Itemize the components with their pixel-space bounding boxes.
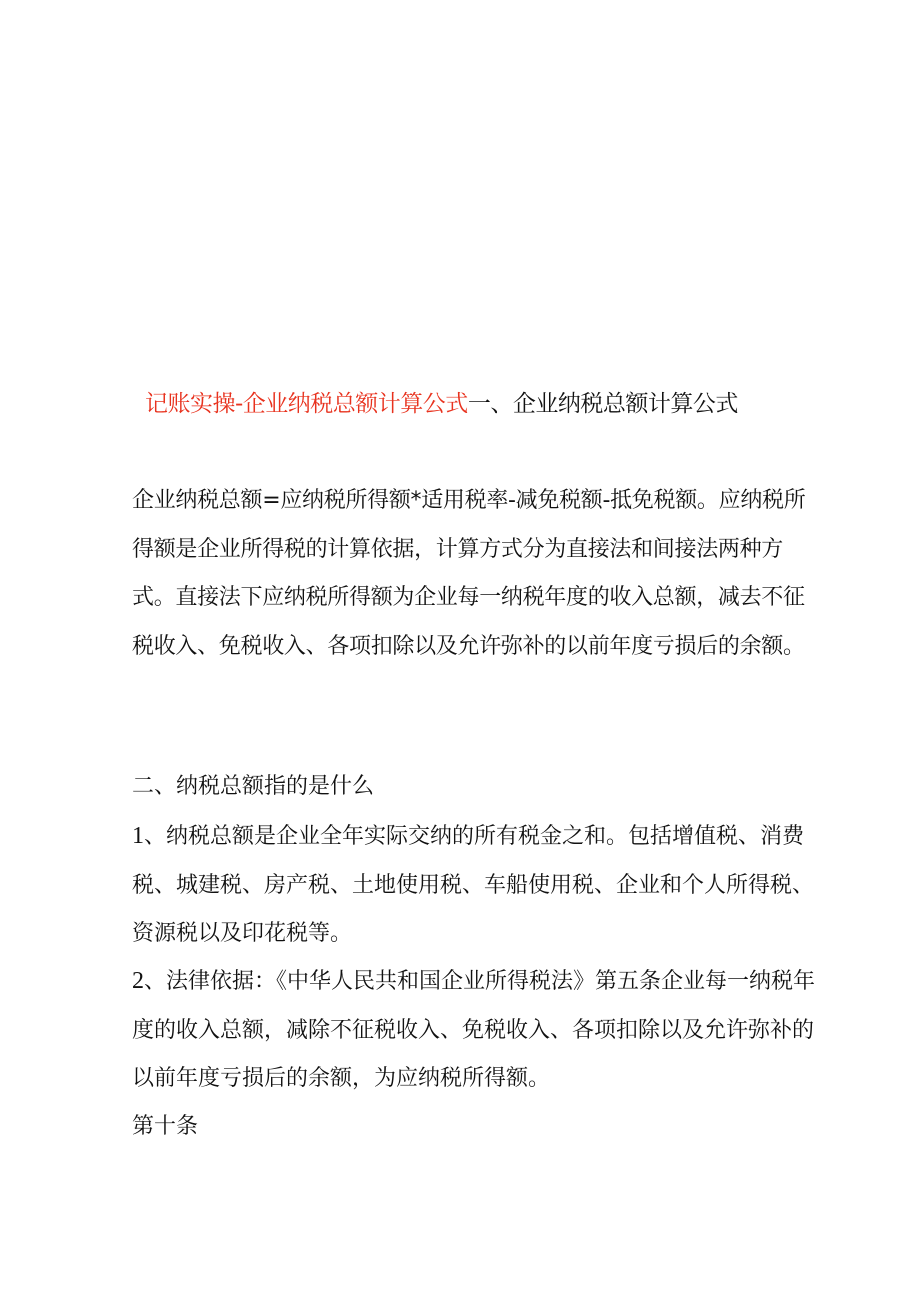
article-ten-heading: 第十条	[132, 1114, 199, 1139]
list-item-2	[132, 957, 822, 1104]
section-heading-2: 二、纳税总额指的是什么	[132, 774, 375, 799]
list-item-1-number: 1	[132, 823, 144, 849]
title-red-part: 记账实操-企业纳税总额计算公式	[145, 391, 468, 417]
title-dark-part: 一、企业纳税总额计算公式	[467, 391, 738, 417]
list-item-1-text: 、纳税总额是企业全年实际交纳的所有税金之和。包括增值税、消费税、城建税、房产税、土地使用税、车船使用税、企业和个人所得税、资源税以及印花税等。	[132, 824, 815, 946]
list-item-2-number: 2	[132, 968, 144, 994]
list-item-2-text: 、法律依据：《中华人民共和国企业所得税法》第五条企业每一纳税年度的收入总额，减除不征税收入、免税收入、各项扣除以及允许弥补的以前年度亏损后的余额，为应纳税所得额。	[132, 969, 816, 1091]
document-title	[145, 384, 845, 424]
formula-paragraph: 企业纳税总额=应纳税所得额*适用税率-减免税额-抵免税额。应纳税所得额是企业所得税的计算依据，计算方式分为直接法和间接法两种方式。直接法下应纳税所得额为企业每一纳税年度的收入总额，减去不征税收入、免税收入、各项扣除以及允许弥补的以前年度亏损后的余额。	[132, 488, 806, 659]
list-item-1	[132, 812, 822, 959]
